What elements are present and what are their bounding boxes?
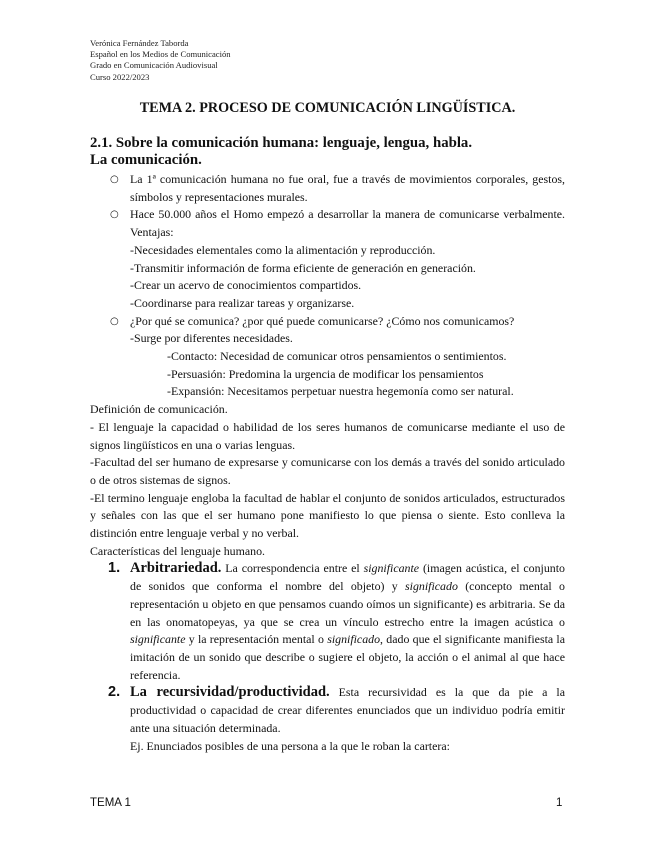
- bullet-item: [90, 313, 565, 331]
- bullet-circle-icon: ○: [110, 209, 119, 221]
- italic-term: significante: [130, 632, 186, 647]
- definicion-paragraph: - El lenguaje la capacidad o habilidad de los seres humanos de comunicarse mediante el uso de signos lingüísticos en una o varias lenguas.: [90, 419, 565, 452]
- item-label: La recursividad/productividad.: [130, 684, 330, 701]
- bullet-circle-icon: ○: [110, 174, 119, 185]
- surge-line: -Surge por diferentes necesidades.: [130, 331, 293, 346]
- numbered-item: [90, 684, 565, 737]
- document-body: [90, 171, 565, 755]
- page-number: 1: [556, 797, 563, 809]
- header-degree: Grado en Comunicación Audiovisual: [90, 60, 218, 71]
- definicion-paragraph: -Facultad del ser humano de expresarse y comunicarse con los demás a través del sonido articulado o de otros sistemas de signos.: [90, 455, 565, 487]
- definicion-heading: Definición de comunicación.: [90, 402, 228, 417]
- text-run: (concepto mental o representación u objeto en que pensamos cuando oímos un significante) es arbitraria. Se da en las onomatopeyas, ya que se crea un vínculo estrecho entre la imagen acústica o: [130, 579, 565, 629]
- header-author: Verónica Fernández Taborda: [90, 38, 189, 48]
- bullet-circle-icon: ○: [110, 315, 119, 327]
- ventaja-item: -Transmitir información de forma eficiente de generación en generación.: [130, 260, 476, 275]
- text-run: (imagen acústica, el conjunto de sonidos que conforma el nombre del objeto) y: [130, 561, 565, 594]
- text-run: , dado que el significante manifiesta la imitación de un sonido que describe o sugiere el objeto, la acción o el animal al que hace referencia.: [130, 632, 565, 682]
- item-label: Arbitrariedad.: [130, 560, 222, 577]
- header-subject: Español en los Medios de Comunicación: [90, 49, 231, 60]
- text-run: Esta recursividad es la que da pie a la productividad o capacidad de crear diferentes enunciados que un individuo podría emitir ante una situación determinada.: [130, 685, 565, 735]
- necesidad-item: -Persuasión: Predomina la urgencia de modificar los pensamientos: [167, 366, 484, 381]
- ventaja-item: -Crear un acervo de conocimientos compartidos.: [130, 278, 362, 293]
- italic-term: significado: [405, 579, 458, 594]
- author-header: [90, 38, 231, 83]
- example-line: Ej. Enunciados posibles de una persona a la que le roban la cartera:: [130, 738, 450, 753]
- bullet-text: La 1ª comunicación humana no fue oral, fue a través de movimientos corporales, gestos, símbolos y representaciones murales.: [130, 172, 565, 204]
- text-run: y la representación mental o: [185, 632, 328, 647]
- section-heading-block: [90, 135, 472, 169]
- header-course: Curso 2022/2023: [90, 71, 150, 82]
- footer-left: TEMA 1: [90, 797, 131, 809]
- bullet-text: ¿Por qué se comunica? ¿por qué puede comunicarse? ¿Cómo nos comunicamos?: [130, 313, 515, 328]
- text-run: La correspondencia entre el: [221, 561, 364, 576]
- section-heading: 2.1. Sobre la comunicación humana: lenguaje, lengua, habla.: [90, 135, 473, 151]
- item-number: 1.: [108, 560, 121, 577]
- item-text: [130, 560, 565, 684]
- necesidad-item: -Expansión: Necesitamos perpetuar nuestra hegemonía como ser natural.: [167, 384, 514, 399]
- section-subheading: La comunicación.: [90, 152, 202, 168]
- bullet-item: [90, 206, 565, 241]
- necesidad-item: -Contacto: Necesidad de comunicar otros pensamientos o sentimientos.: [167, 349, 507, 364]
- numbered-item: [90, 560, 565, 684]
- italic-term: significado: [327, 632, 381, 647]
- definicion-paragraph: -El termino lenguaje engloba la facultad de hablar el conjunto de sonidos articulados, estructurados y señales con las que el ser humano pone manifiesto lo que piensa o siente. Esto conlleva la distinción entre lenguaje verbal y no verbal.: [90, 490, 565, 541]
- ventaja-item: -Coordinarse para realizar tareas y organizarse.: [130, 295, 355, 310]
- item-text: [130, 684, 565, 737]
- document-title: TEMA 2. PROCESO DE COMUNICACIÓN LINGÜÍSTICA.: [139, 100, 516, 116]
- bullet-text: Hace 50.000 años el Homo empezó a desarrollar la manera de comunicarse verbalmente. Ventajas:: [130, 207, 565, 240]
- ventaja-item: -Necesidades elementales como la alimentación y reproducción.: [130, 242, 436, 257]
- italic-term: significante: [363, 561, 420, 576]
- bullet-item: [90, 171, 565, 206]
- caracteristicas-heading: Características del lenguaje humano.: [90, 543, 265, 558]
- item-number: 2.: [108, 684, 121, 701]
